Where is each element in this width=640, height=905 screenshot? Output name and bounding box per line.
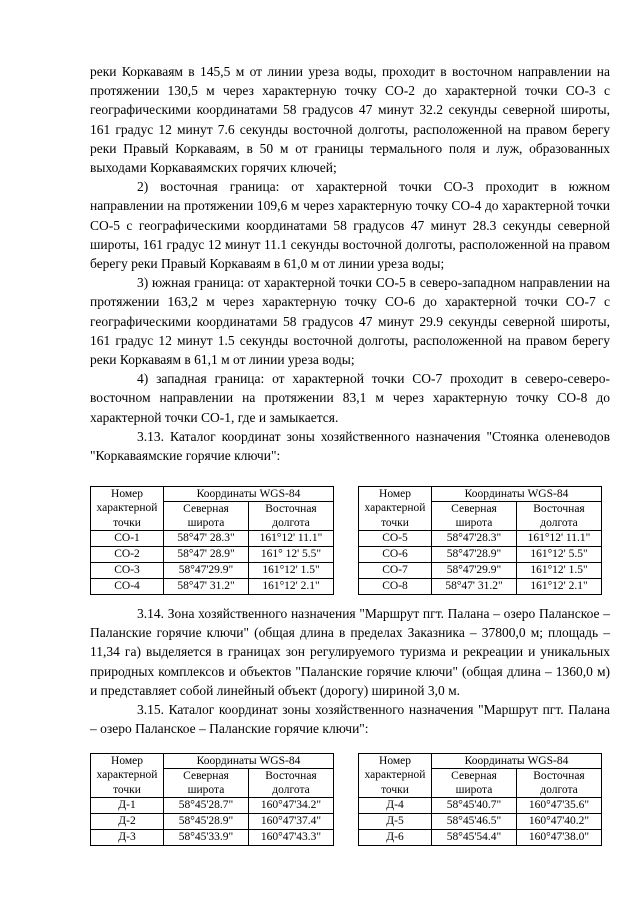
table-row xyxy=(91,531,334,547)
header-latitude: Северная xyxy=(432,769,517,784)
longitude-value: 161°12' 5.5" xyxy=(517,547,602,563)
longitude-value: 161°12' 2.1" xyxy=(249,579,334,595)
header-latitude: Северная xyxy=(164,502,249,517)
header-point-number: характерной xyxy=(359,769,432,784)
table-row xyxy=(91,798,334,814)
point-id: Д-5 xyxy=(359,814,432,830)
paragraph: 4) западная граница: от характерной точки СО-7 проходит в северо-северо-восточном направлении на протяжении 83,1 м через характерную точку СО-8 до характерной точки СО-1, где и замыкается. xyxy=(90,371,610,425)
coordinates-table xyxy=(90,486,334,595)
header-point-number: характерной xyxy=(359,502,432,517)
longitude-value: 161°12' 11.1" xyxy=(249,531,334,547)
latitude-value: 58°47' 28.9" xyxy=(164,547,249,563)
longitude-value: 161° 12' 5.5" xyxy=(249,547,334,563)
coordinates-table xyxy=(358,753,602,846)
header-latitude: широта xyxy=(164,783,249,798)
longitude-value: 161°12' 11.1" xyxy=(517,531,602,547)
latitude-value: 58°47' 28.3" xyxy=(164,531,249,547)
table-row xyxy=(91,547,334,563)
latitude-value: 58°47'28.9" xyxy=(432,547,517,563)
table-row xyxy=(359,798,602,814)
point-id: СО-6 xyxy=(359,547,432,563)
table-row xyxy=(91,563,334,579)
header-point-number: Номер xyxy=(359,487,432,502)
longitude-value: 160°47'38.0" xyxy=(517,830,602,846)
latitude-value: 58°45'28.7" xyxy=(164,798,249,814)
header-longitude: долгота xyxy=(249,783,334,798)
latitude-value: 58°45'28.9" xyxy=(164,814,249,830)
longitude-value: 160°47'37.4" xyxy=(249,814,334,830)
header-longitude: долгота xyxy=(517,516,602,531)
longitude-value: 160°47'34.2" xyxy=(249,798,334,814)
header-latitude: широта xyxy=(164,516,249,531)
point-id: Д-6 xyxy=(359,830,432,846)
latitude-value: 58°47'29.9" xyxy=(164,563,249,579)
table-row xyxy=(359,830,602,846)
document-page-lower xyxy=(90,604,610,738)
longitude-value: 161°12' 1.5" xyxy=(249,563,334,579)
header-longitude: Восточная xyxy=(249,502,334,517)
longitude-value: 160°47'35.6" xyxy=(517,798,602,814)
table-row xyxy=(359,531,602,547)
point-id: СО-7 xyxy=(359,563,432,579)
paragraph: 3.14. Зона хозяйственного назначения "Маршрут пгт. Палана – озеро Паланское – Паланские горячие ключи" (общая длина в пределах Заказника – 37800,0 м; площадь – 11,34 га) выделяется в границах зон регулируемого туризма и рекреации и уникальных природных комплексов и объектов "Паланские горячие ключи" (общая длина – 1360,0 м) и представляет собой линейный объект (дорогу) шириной 3,0 м. xyxy=(90,606,610,698)
header-point-number: точки xyxy=(91,783,164,798)
table-row xyxy=(359,814,602,830)
header-point-number: точки xyxy=(91,516,164,531)
coordinates-table xyxy=(90,753,334,846)
point-id: СО-1 xyxy=(91,531,164,547)
latitude-value: 58°45'54.4" xyxy=(432,830,517,846)
header-longitude: Восточная xyxy=(517,769,602,784)
latitude-value: 58°45'33.9" xyxy=(164,830,249,846)
header-point-number: характерной xyxy=(91,502,164,517)
paragraph: реки Коркаваям в 145,5 м от линии уреза воды, проходит в восточном направлении на протяжении 130,5 м через характерную точку СО-2 до характерной точки СО-3 с географическими координатами 58 градусов 47 минут 32.2 секунды северной широты, 161 градус 12 минут 7.6 секунды восточной долготы, расположенной на правом берегу реки Правый Коркаваям, в 50 м от границы термального поля и луж, образованных выходами Коркаваямских горячих ключей; xyxy=(90,64,610,176)
point-id: Д-1 xyxy=(91,798,164,814)
point-id: СО-5 xyxy=(359,531,432,547)
header-longitude: долгота xyxy=(249,516,334,531)
text-block-route xyxy=(90,604,610,738)
header-latitude: широта xyxy=(432,783,517,798)
header-coordinates: Координаты WGS-84 xyxy=(432,754,602,769)
latitude-value: 58°47' 31.2" xyxy=(432,579,517,595)
header-point-number: Номер xyxy=(359,754,432,769)
table-row xyxy=(359,547,602,563)
table-row xyxy=(359,579,602,595)
longitude-value: 160°47'40.2" xyxy=(517,814,602,830)
table-row xyxy=(91,830,334,846)
table-row xyxy=(91,579,334,595)
longitude-value: 161°12' 1.5" xyxy=(517,563,602,579)
point-id: СО-8 xyxy=(359,579,432,595)
header-point-number: Номер xyxy=(91,754,164,769)
point-id: Д-2 xyxy=(91,814,164,830)
header-point-number: точки xyxy=(359,783,432,798)
header-latitude: широта xyxy=(432,516,517,531)
latitude-value: 58°45'46.5" xyxy=(432,814,517,830)
header-point-number: Номер xyxy=(91,487,164,502)
paragraph: 3.13. Каталог координат зоны хозяйственного назначения "Стоянка оленеводов "Коркаваямские горячие ключи": xyxy=(90,428,610,464)
point-id: Д-3 xyxy=(91,830,164,846)
header-point-number: характерной xyxy=(91,769,164,784)
point-id: СО-3 xyxy=(91,563,164,579)
header-latitude: Северная xyxy=(432,502,517,517)
paragraph: 3) южная граница: от характерной точки СО-5 в северо-западном направлении на протяжении 163,2 м через характерную точку СО-6 до характерной точки СО-7 с географическими координатами 58 градусов 47 минут 29.9 секунды северной широты, 161 градус 12 минут 1.5 секунды восточной долготы, расположенной на правом берегу реки Коркаваям в 61,1 м от линии уреза воды; xyxy=(90,275,610,368)
text-block-borders xyxy=(90,62,610,465)
point-id: СО-4 xyxy=(91,579,164,595)
paragraph: 3.15. Каталог координат зоны хозяйственного назначения "Маршрут пгт. Палана – озеро Паланское – Паланские горячие ключи": xyxy=(90,702,610,737)
header-coordinates: Координаты WGS-84 xyxy=(432,487,602,502)
header-point-number: точки xyxy=(359,516,432,531)
table-row xyxy=(359,563,602,579)
header-longitude: Восточная xyxy=(249,769,334,784)
latitude-value: 58°45'40.7" xyxy=(432,798,517,814)
header-longitude: Восточная xyxy=(517,502,602,517)
table-row xyxy=(91,814,334,830)
point-id: СО-2 xyxy=(91,547,164,563)
header-longitude: долгота xyxy=(517,783,602,798)
header-coordinates: Координаты WGS-84 xyxy=(164,487,334,502)
latitude-value: 58°47' 31.2" xyxy=(164,579,249,595)
longitude-value: 160°47'43.3" xyxy=(249,830,334,846)
paragraph: 2) восточная граница: от характерной точки СО-3 проходит в южном направлении на протяжении 109,6 м через характерную точку СО-4 до характерной точки СО-5 с географическими координатами 58 градусов 47 минут 28.3 секунды северной широты, 161 градус 12 минут 11.1 секунды восточной долготы, расположенной на правом берегу реки Правый Коркаваям в 61,0 м от линии уреза воды; xyxy=(90,179,610,272)
point-id: Д-4 xyxy=(359,798,432,814)
header-latitude: Северная xyxy=(164,769,249,784)
latitude-value: 58°47'28.3" xyxy=(432,531,517,547)
document-page xyxy=(90,62,610,465)
latitude-value: 58°47'29.9" xyxy=(432,563,517,579)
longitude-value: 161°12' 2.1" xyxy=(517,579,602,595)
header-coordinates: Координаты WGS-84 xyxy=(164,754,334,769)
coordinates-table xyxy=(358,486,602,595)
